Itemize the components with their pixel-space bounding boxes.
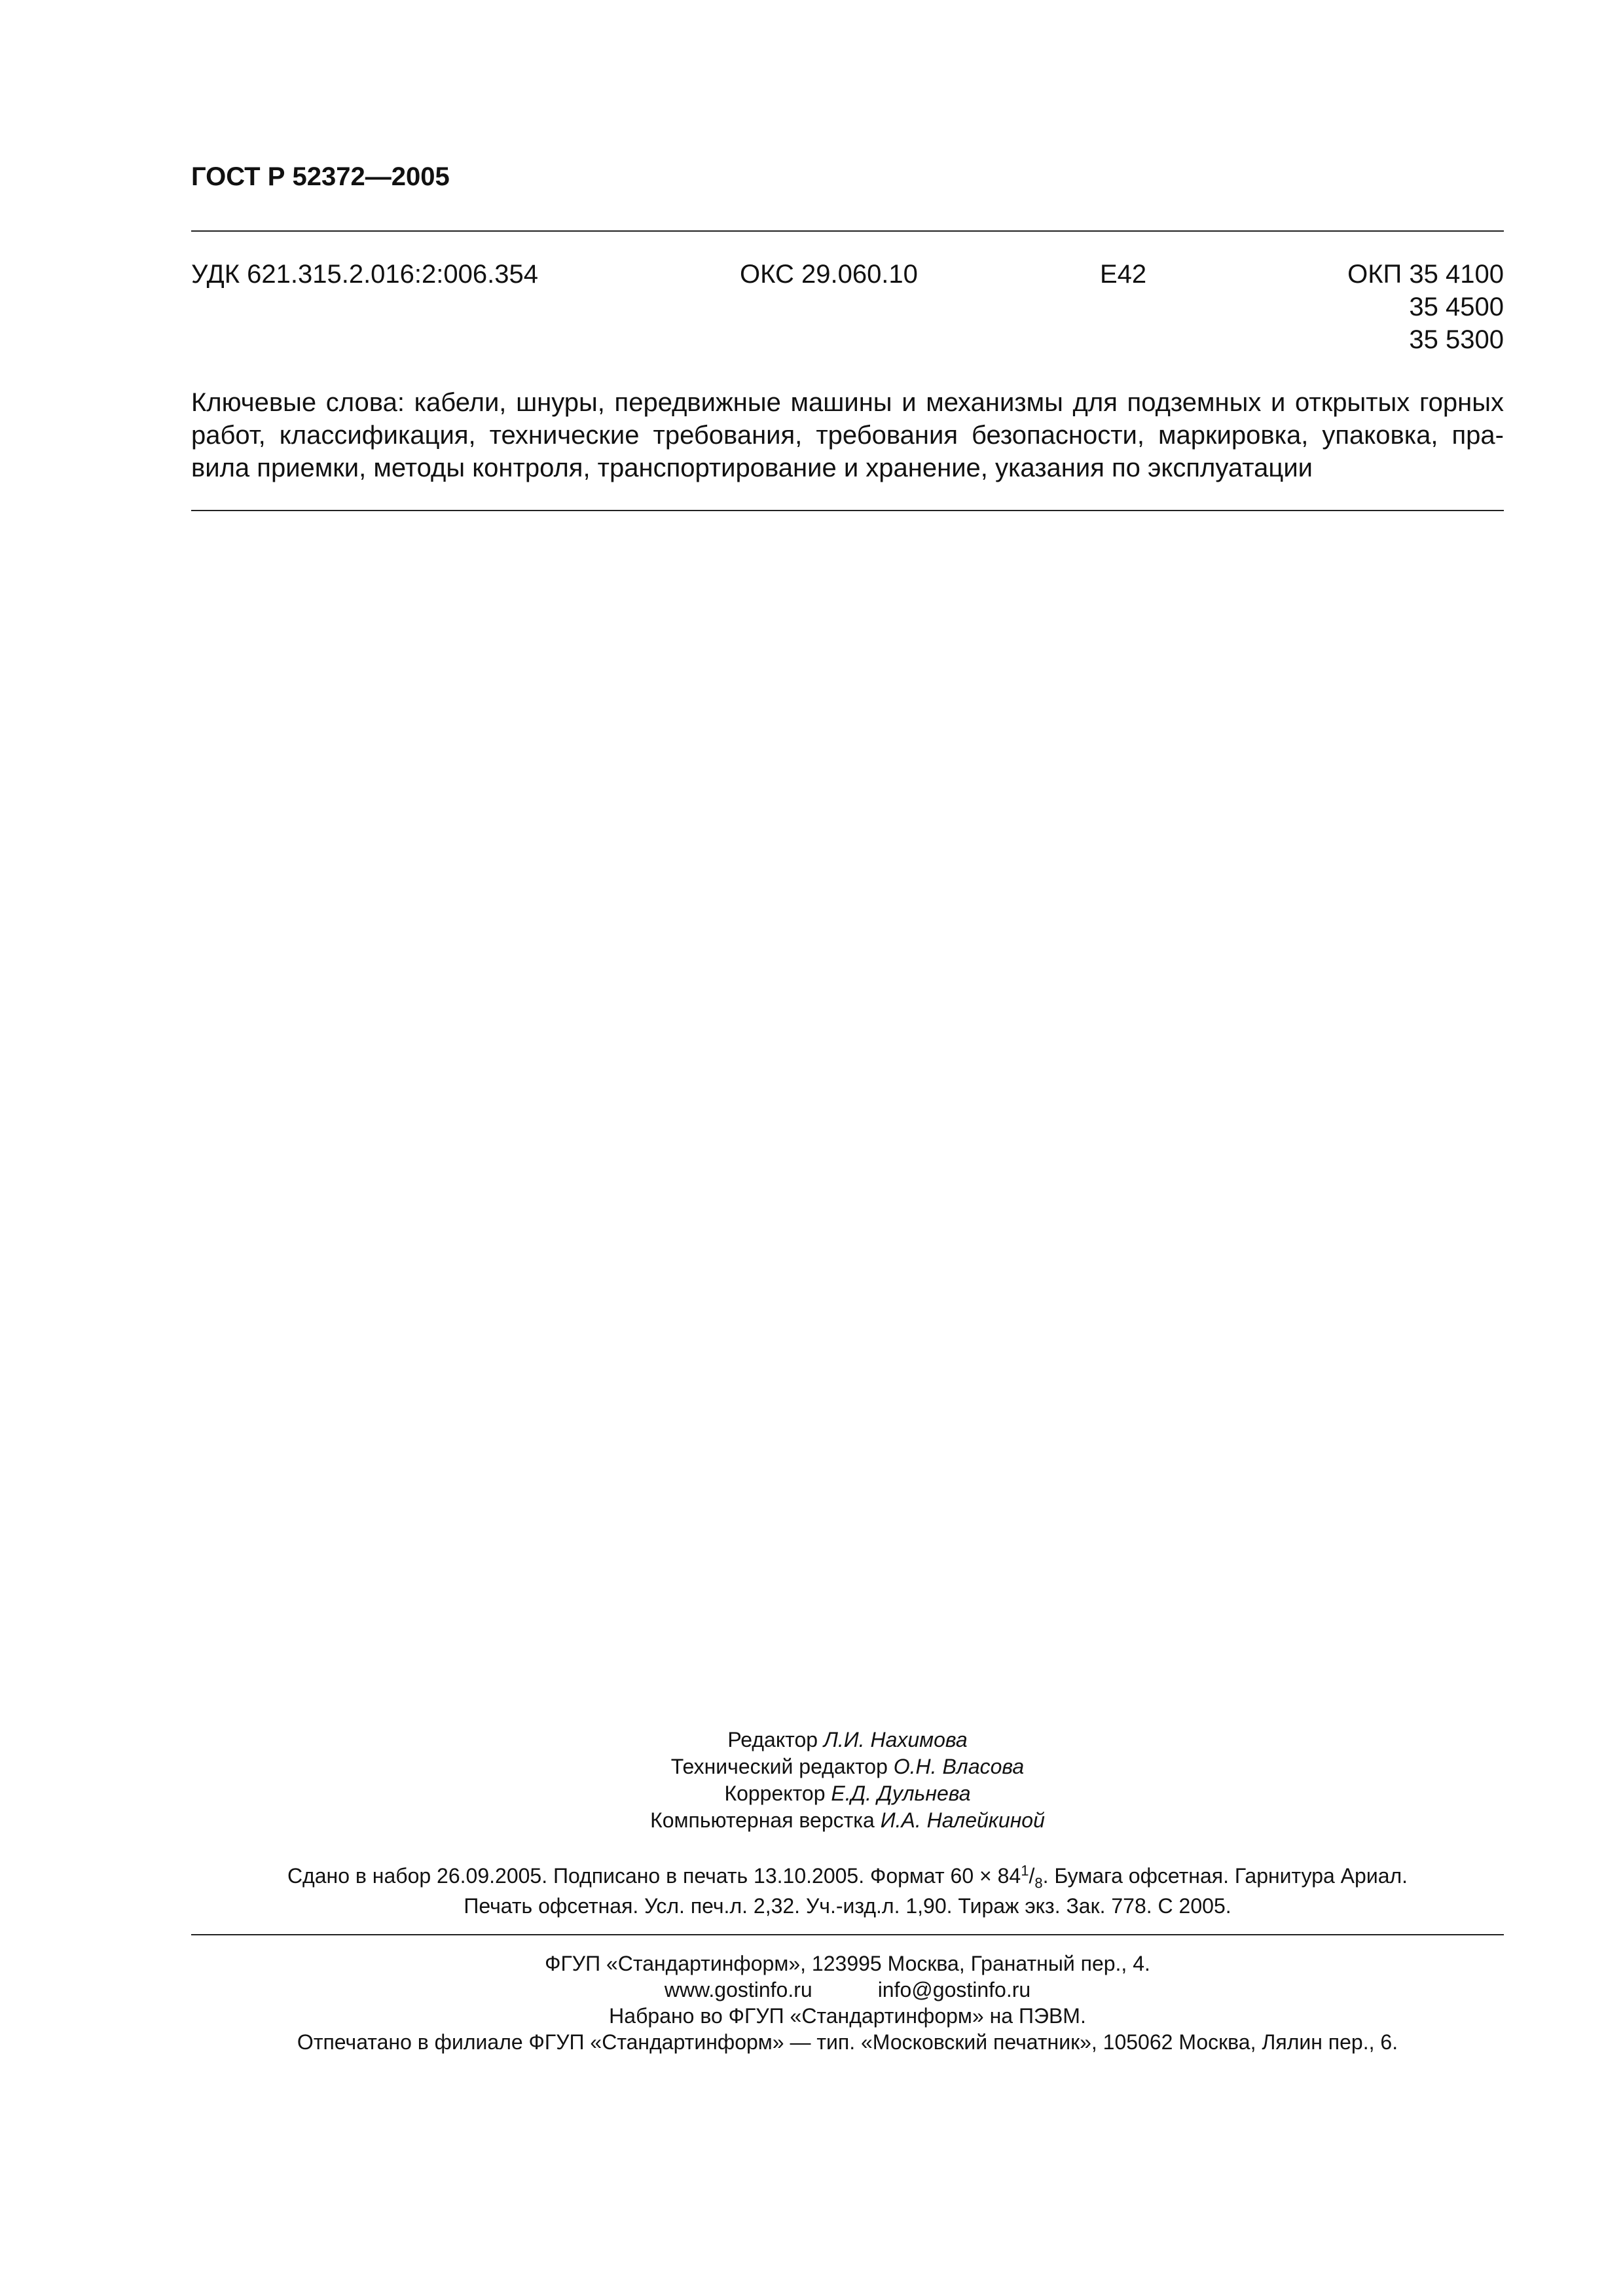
credit-name: Л.И. Нахимова xyxy=(823,1728,968,1751)
credit-role: Компьютерная верстка xyxy=(650,1808,875,1832)
format-fraction-denominator: 8 xyxy=(1034,1874,1043,1892)
credit-line xyxy=(191,1780,1504,1807)
okp-code-2: 35 4500 xyxy=(1409,293,1504,321)
credit-name: О.Н. Власова xyxy=(893,1755,1025,1778)
okp-code-3: 35 5300 xyxy=(1409,325,1504,354)
editorial-credits xyxy=(191,1727,1504,1834)
credit-line xyxy=(191,1727,1504,1753)
classifier-codes xyxy=(191,258,1504,356)
format-fraction-numerator: 1 xyxy=(1021,1862,1029,1879)
okp-code-1: ОКП 35 4100 xyxy=(1347,260,1504,289)
print-line-1-before: Сдано в набор 26.09.2005. Подписано в печать 13.10.2005. Формат 60 × 84 xyxy=(287,1864,1021,1888)
print-line-1 xyxy=(191,1861,1504,1891)
credit-line xyxy=(191,1753,1504,1780)
document-title: ГОСТ Р 52372—2005 xyxy=(191,162,450,191)
publisher-website-link[interactable]: www.gostinfo.ru xyxy=(664,1978,812,2001)
format-fraction-slash: / xyxy=(1029,1864,1035,1888)
print-details xyxy=(191,1861,1504,1921)
print-line-1-after: . Бумага офсетная. Гарнитура Ариал. xyxy=(1042,1864,1408,1888)
publisher-contacts xyxy=(191,1977,1504,2003)
credit-name: Е.Д. Дульнева xyxy=(831,1782,971,1805)
typeset-note: Набрано во ФГУП «Стандартинформ» на ПЭВМ. xyxy=(609,2004,1086,2028)
printed-note: Отпечатано в филиале ФГУП «Стандартинформ» — тип. «Московский печатник», 105062 Москва, Лялин пер., 6. xyxy=(297,2030,1398,2054)
top-divider xyxy=(191,230,1504,232)
oks-code: ОКС 29.060.10 xyxy=(740,260,918,289)
credit-role: Редактор xyxy=(727,1728,818,1751)
keywords-line: Ключевые слова: кабели, шнуры, передвижные машины и механизмы для подземных и открытых горных xyxy=(191,388,1504,417)
publisher-email-link[interactable]: info@gostinfo.ru xyxy=(877,1978,1031,2001)
publisher-info xyxy=(191,1950,1504,2055)
credit-line xyxy=(191,1807,1504,1834)
okp-codes xyxy=(1347,258,1504,356)
publisher-divider xyxy=(191,1934,1504,1935)
credit-role: Корректор xyxy=(724,1782,826,1805)
keywords-line: работ, классификация, технические требования, требования безопасности, маркировка, упаковка, пра- xyxy=(191,421,1504,450)
keywords-line: вила приемки, методы контроля, транспортирование и хранение, указания по эксплуатации xyxy=(191,454,1313,482)
udk-code: УДК 621.315.2.016:2:006.354 xyxy=(191,260,538,289)
keywords-divider xyxy=(191,510,1504,511)
print-line-2: Печать офсетная. Усл. печ.л. 2,32. Уч.-изд.л. 1,90. Тираж экз. Зак. 778. С 2005. xyxy=(464,1894,1231,1918)
credit-role: Технический редактор xyxy=(670,1755,888,1778)
group-code: Е42 xyxy=(1100,260,1147,289)
keywords-paragraph xyxy=(191,386,1504,484)
publisher-address: ФГУП «Стандартинформ», 123995 Москва, Гранатный пер., 4. xyxy=(545,1952,1150,1975)
credit-name: И.А. Налейкиной xyxy=(880,1808,1045,1832)
